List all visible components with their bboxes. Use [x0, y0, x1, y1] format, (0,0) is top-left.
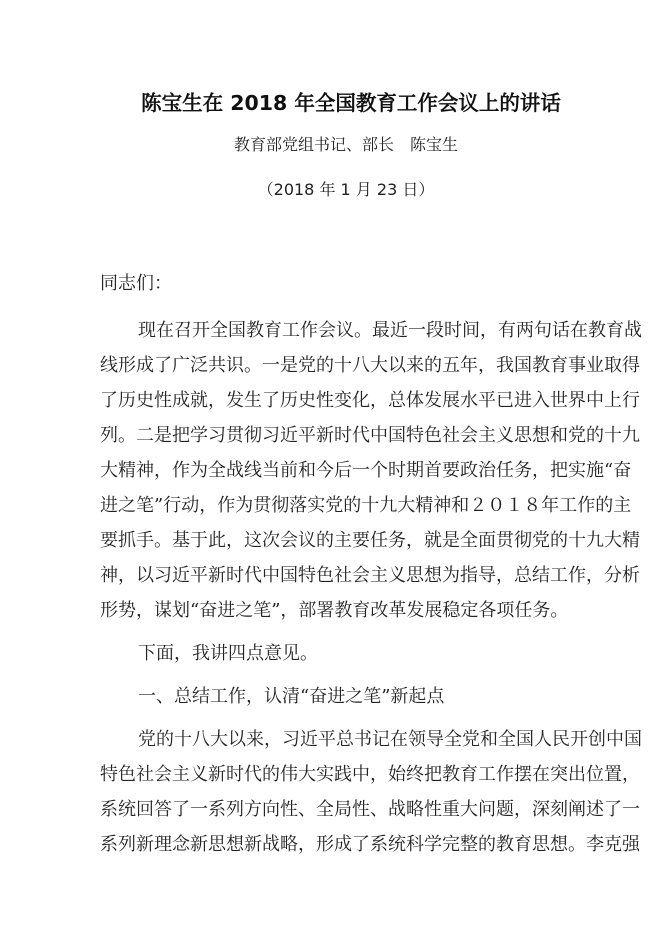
paragraph-line: 特色社会主义新时代的伟大实践中，始终把教育工作摆在突出位置， — [100, 764, 640, 785]
paragraph-line: 下面，我讲四点意见。 — [138, 643, 318, 664]
paragraph-intro — [100, 313, 642, 628]
paragraph-section-1 — [100, 722, 642, 862]
document-body — [100, 270, 642, 862]
salutation: 同志们： — [100, 273, 172, 294]
paragraph-gap — [100, 305, 562, 313]
section-heading-1 — [100, 679, 562, 714]
paragraph-line: 党的十八大以来，习近平总书记在领导全党和全国人民开创中国 — [138, 729, 642, 750]
paragraph-gap — [100, 714, 562, 722]
paragraph-line: 了历史性成就，发生了历史性变化，总体发展水平已进入世界中上行 — [100, 390, 640, 411]
paragraph-outline-intro — [100, 636, 562, 671]
paragraph-line: 系统回答了一系列方向性、全局性、战略性重大问题，深刻阐述了一 — [100, 799, 640, 820]
paragraph-line: 线形成了广泛共识。一是党的十八大以来的五年，我国教育事业取得 — [100, 355, 640, 376]
document-title: 陈宝生在 2018 年全国教育工作会议上的讲话 — [141, 91, 561, 115]
paragraph-line: 进之笔”行动，作为贯彻落实党的十九大精神和２０１８年工作的主 — [100, 495, 632, 516]
author-line: 教育部党组书记、部长 陈宝生 — [233, 135, 458, 154]
paragraph-line: 要抓手。基于此，这次会议的主要任务，就是全面贯彻党的十九大精 — [100, 530, 640, 551]
paragraph-line: 大精神，作为全战线当前和今后一个时期首要政治任务，把实施“奋 — [100, 460, 632, 481]
speech-date: （2018 年 1 月 23 日） — [257, 180, 435, 199]
paragraph-line: 系列新理念新思想新战略，形成了系统科学完整的教育思想。李克强 — [100, 834, 640, 855]
paragraph-line: 形势，谋划“奋进之笔”，部署教育改革发展稳定各项任务。 — [100, 600, 569, 621]
paragraph-gap — [100, 671, 562, 679]
section-heading: 一、总结工作，认清“奋进之笔”新起点 — [138, 686, 445, 707]
paragraph-line: 现在召开全国教育工作会议。最近一段时间，有两句话在教育战 — [138, 320, 642, 341]
paragraph-line: 列。二是把学习贯彻习近平新时代中国特色社会主义思想和党的十九 — [100, 425, 640, 446]
paragraph-line: 神，以习近平新时代中国特色社会主义思想为指导，总结工作，分析 — [100, 565, 640, 586]
paragraph-gap — [100, 628, 562, 636]
